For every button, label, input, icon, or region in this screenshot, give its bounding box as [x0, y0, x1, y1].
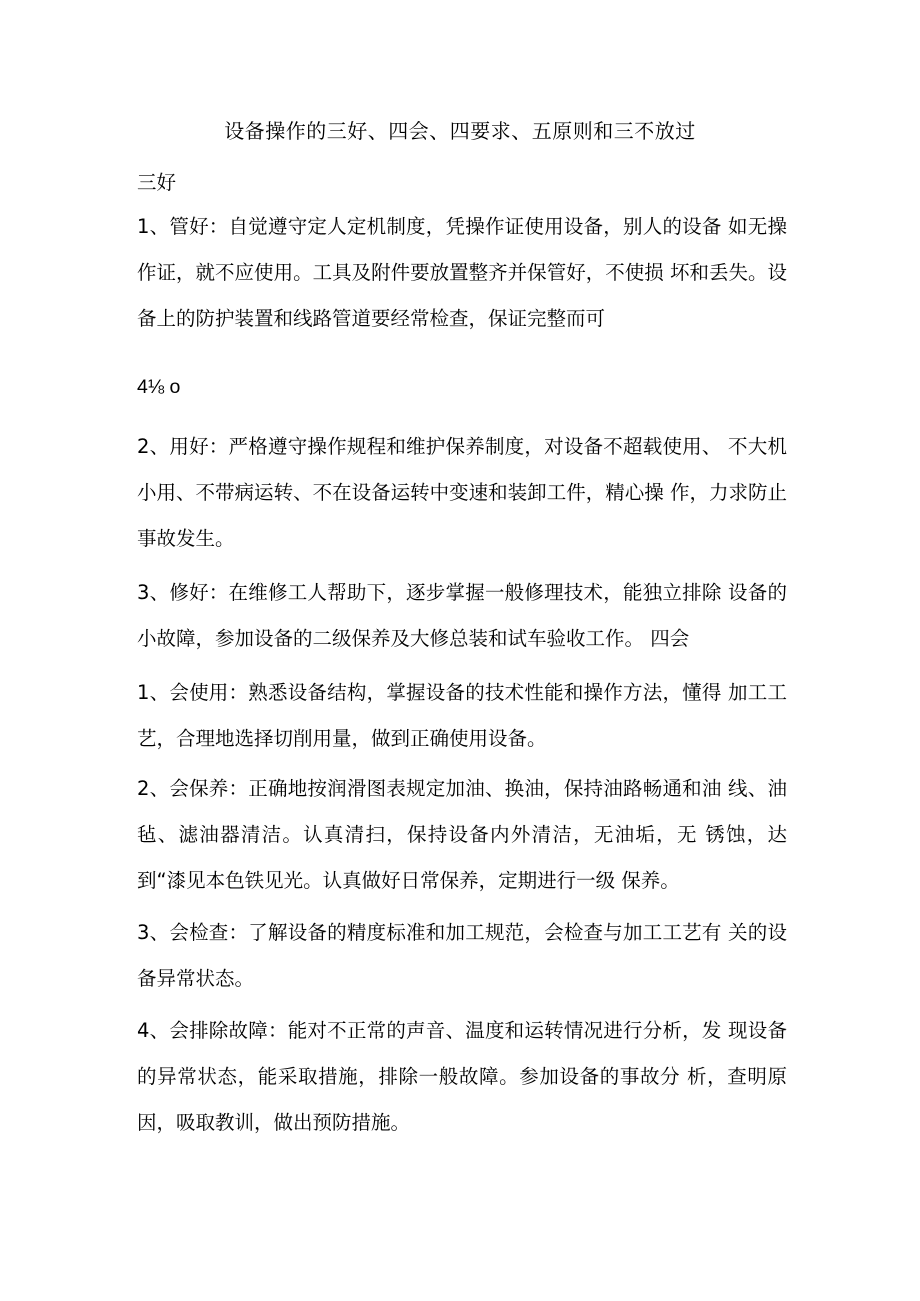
paragraph-yonghao: 2、用好：严格遵守操作规程和维护保养制度，对设备不超载使用、 不大机小用、不带病运转、不在设备运转中变速和装卸工件，精心操 作，力求防止事故发生。 — [137, 435, 787, 550]
section-heading-sanhao: 三好 — [137, 171, 177, 194]
paragraph-guanhao: 1、管好：自觉遵守定人定机制度，凭操作证使用设备，别人的设备 如无操作证，就不应使用。工具及附件要放置整齐并保管好，不使损 坏和丢失。设备上的防护装置和线路管道要经常检查，保证完整而可 — [137, 215, 787, 330]
paragraph-hui-shiyong: 1、会使用：熟悉设备结构，掌握设备的技术性能和操作方法，懂得 加工工艺，合理地选择切削用量，做到正确使用设备。 — [137, 681, 787, 750]
paragraph-hui-paichu: 4、会排除故障：能对不正常的声音、温度和运转情况进行分析，发 现设备的异常状态，能采取措施，排除一般故障。参加设备的事故分 析，查明原因，吸取教训，做出预防措施。 — [137, 1019, 787, 1134]
paragraph-hui-jiancha: 3、会检查：了解设备的精度标准和加工规范，会检查与加工工艺有 关的设备异常状态。 — [137, 921, 787, 990]
paragraph-xiuhao: 3、修好：在维修工人帮助下，逐步掌握一般修理技术，能独立排除 设备的小故障，参加设备的二级保养及大修总装和试车验收工作。 四会 — [137, 581, 787, 650]
document-title: 设备操作的三好、四会、四要求、五原则和三不放过 — [224, 119, 696, 143]
paragraph-guanhao-tail: 4⅛ o — [137, 376, 181, 398]
paragraph-hui-baoyang: 2、会保养：正确地按润滑图表规定加油、换油，保持油路畅通和油 线、油毡、滤油器清洁。认真清扫，保持设备内外清洁，无油垢，无 锈蚀，达到“漆见本色铁见光。认真做好日常保养，定期进行一级 保养。 — [137, 777, 787, 892]
